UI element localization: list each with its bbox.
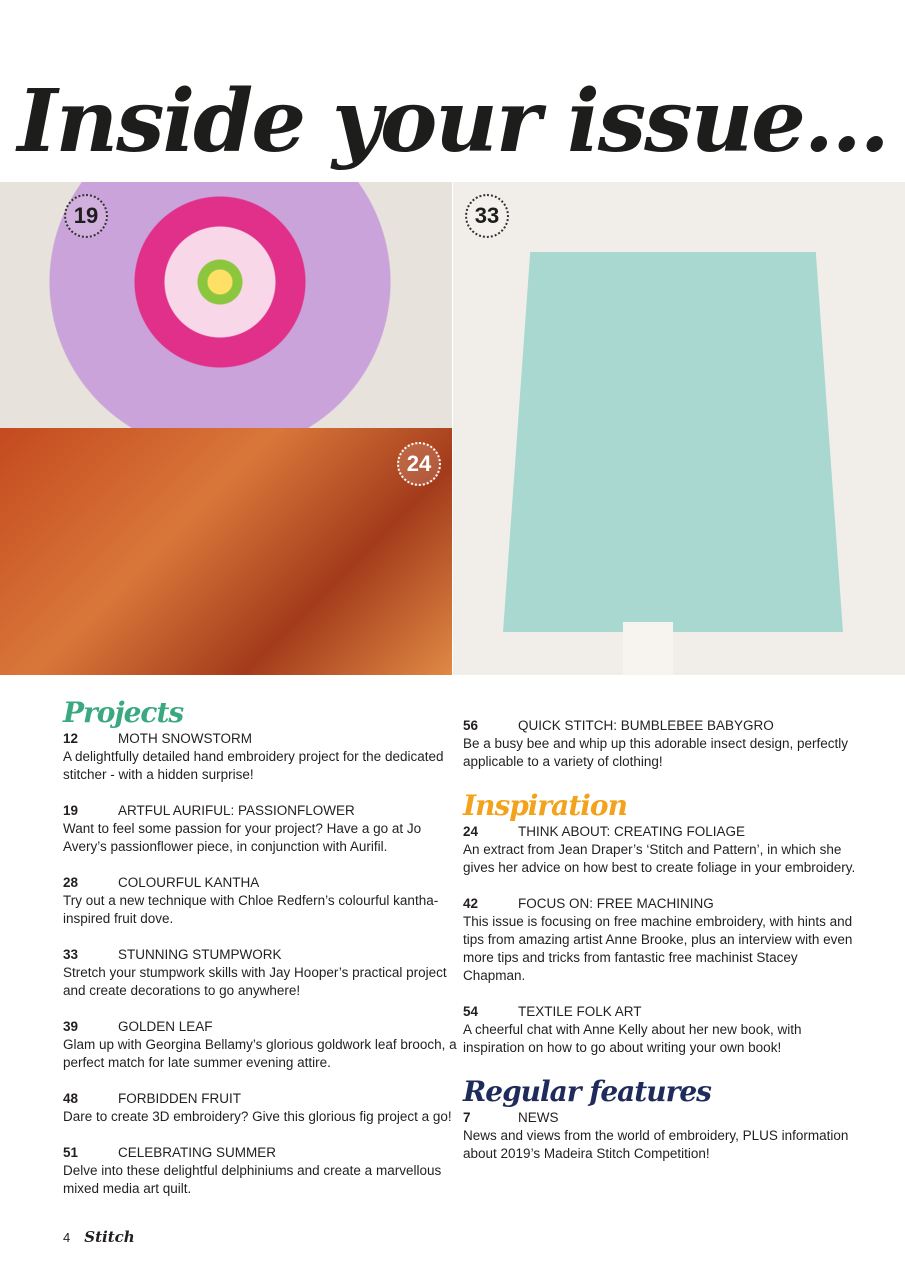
- item-description: This issue is focusing on free machine embroidery, with hints and tips from amazing artist Anne Brooke, plus an interview with even more tips and tricks from fantastic free machinist Stacey Chapman.: [463, 914, 853, 983]
- foliage-photo: [0, 428, 452, 675]
- item-page: 7: [463, 1110, 471, 1125]
- item-title: NEWS: [518, 1110, 559, 1125]
- item-description: Try out a new technique with Chloe Redfern’s colourful kantha-inspired fruit dove.: [63, 893, 439, 926]
- item-title: STUNNING STUMPWORK: [118, 947, 282, 962]
- item-description: News and views from the world of embroidery, PLUS information about 2019’s Madeira Stitch Competition!: [463, 1128, 849, 1161]
- item-title: CELEBRATING SUMMER: [118, 1145, 277, 1160]
- item-title: TEXTILE FOLK ART: [518, 1004, 642, 1019]
- item-page: 24: [463, 824, 479, 839]
- right-column: [463, 717, 858, 1181]
- item-description: Delve into these delightful delphiniums and create a marvellous mixed media art quilt.: [63, 1163, 442, 1196]
- item-description: A delightfully detailed hand embroidery project for the dedicated stitcher - with a hidden surprise!: [63, 749, 444, 782]
- magazine-name: Stitch: [84, 1228, 135, 1246]
- item-title: FORBIDDEN FRUIT: [118, 1091, 241, 1106]
- contents-item: [463, 1003, 858, 1057]
- item-page: 39: [63, 1019, 79, 1034]
- page-badge: 19: [64, 194, 108, 238]
- item-description: Stretch your stumpwork skills with Jay Hooper’s practical project and create decorations to go anywhere!: [63, 965, 447, 998]
- item-page: 54: [463, 1004, 479, 1019]
- item-page: 28: [63, 875, 79, 890]
- contents-item: [63, 730, 458, 784]
- item-title: MOTH SNOWSTORM: [118, 731, 252, 746]
- lampshade: [503, 252, 843, 632]
- item-title: THINK ABOUT: CREATING FOLIAGE: [518, 824, 746, 839]
- contents-item: [463, 895, 858, 985]
- contents-item: [463, 717, 858, 771]
- item-title: QUICK STITCH: BUMBLEBEE BABYGRO: [518, 718, 774, 733]
- item-description: A cheerful chat with Anne Kelly about her new book, with inspiration on how to go about writing your own book!: [463, 1022, 802, 1055]
- page-number: 4: [63, 1230, 71, 1245]
- item-page: 48: [63, 1091, 79, 1106]
- passionflower-photo: [0, 182, 452, 428]
- section-heading-regular: Regular features: [463, 1075, 711, 1108]
- item-page: 19: [63, 803, 79, 818]
- item-description: Glam up with Georgina Bellamy’s glorious goldwork leaf brooch, a perfect match for late summer evening attire.: [63, 1037, 457, 1070]
- item-title: FOCUS ON: FREE MACHINING: [518, 896, 714, 911]
- item-description: Want to feel some passion for your project? Have a go at Jo Avery’s passionflower piece, in conjunction with Aurifil.: [63, 821, 422, 854]
- lamp-stand: [623, 622, 673, 675]
- item-page: 42: [463, 896, 479, 911]
- item-page: 51: [63, 1145, 79, 1160]
- item-description: Be a busy bee and whip up this adorable insect design, perfectly applicable to a variety of clothing!: [463, 736, 848, 769]
- contents-item: [463, 1109, 858, 1163]
- item-description: An extract from Jean Draper’s ‘Stitch and Pattern’, in which she gives her advice on how best to create foliage in your embroidery.: [463, 842, 856, 875]
- contents-item: [463, 823, 858, 877]
- contents-item: [63, 874, 458, 928]
- contents-item: [63, 1144, 458, 1198]
- folio: [63, 1228, 135, 1246]
- butterfly-lampshade-photo: [453, 182, 905, 675]
- item-title: ARTFUL AURIFUL: PASSIONFLOWER: [118, 803, 355, 818]
- contents-item: [63, 946, 458, 1000]
- page-badge: 24: [397, 442, 441, 486]
- contents-item: [63, 802, 458, 856]
- item-description: Dare to create 3D embroidery? Give this glorious fig project a go!: [63, 1109, 452, 1124]
- projects-column: [63, 696, 458, 1216]
- contents-item: [63, 1090, 458, 1126]
- section-heading-inspiration: Inspiration: [463, 789, 627, 822]
- item-page: 33: [63, 947, 79, 962]
- contents-item: [63, 1018, 458, 1072]
- page-badge: 33: [465, 194, 509, 238]
- item-title: GOLDEN LEAF: [118, 1019, 213, 1034]
- item-page: 56: [463, 718, 479, 733]
- section-heading-projects: Projects: [63, 696, 184, 729]
- item-title: COLOURFUL KANTHA: [118, 875, 260, 890]
- page-title: Inside your issue...: [17, 71, 888, 172]
- item-page: 12: [63, 731, 79, 746]
